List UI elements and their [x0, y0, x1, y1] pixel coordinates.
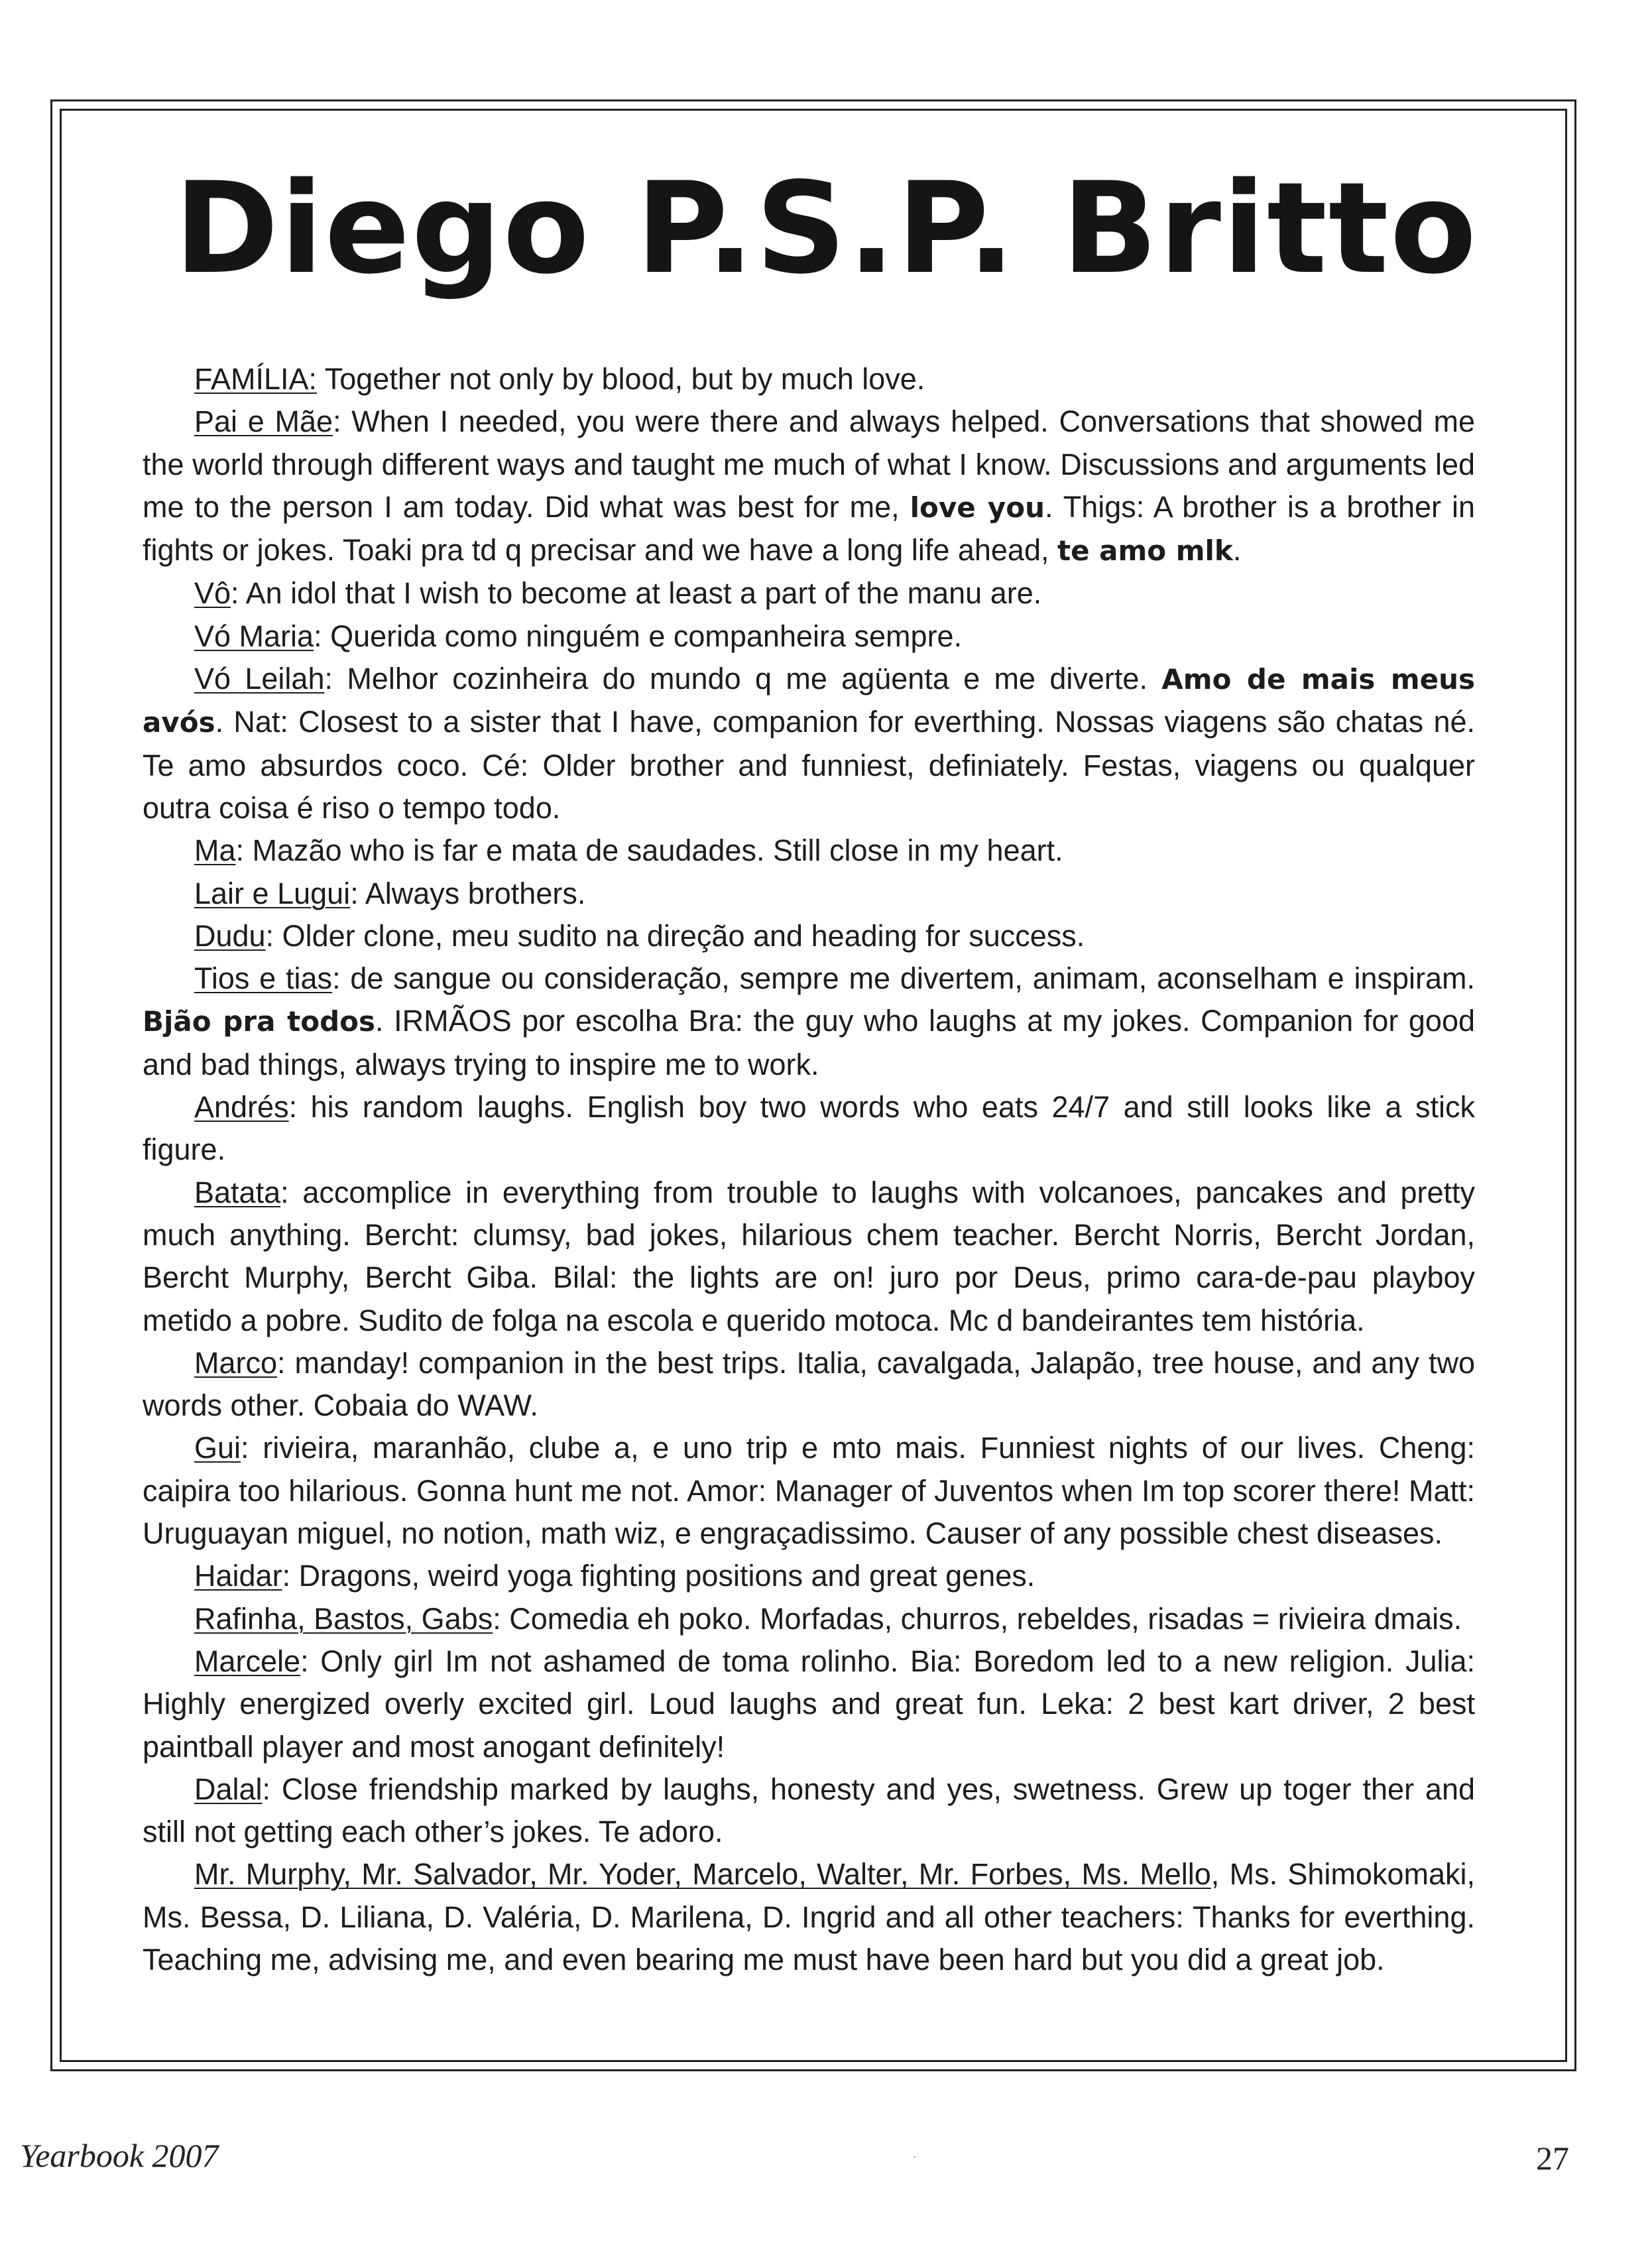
paragraph-text: : An idol that I wish to become at least a part of the manu are.: [231, 576, 1042, 611]
paragraph: [143, 358, 1475, 400]
name-heading: Tios e tias: [194, 961, 333, 996]
bold-phrase: Amo de mais meus avós: [143, 663, 1475, 739]
name-heading: Gui: [194, 1431, 241, 1465]
paragraph: [143, 829, 1475, 872]
name-heading: Rafinha, Bastos, Gabs: [194, 1601, 493, 1636]
paragraph-text: . Nat: Closest to a sister that I have, companion for everthing. Nossas viagens são chatas né. Te amo absurdos coco. Cé: Older brother and funniest, definiately. Festas, viagens ou qualquer outra coisa é riso o tempo todo.: [143, 705, 1475, 825]
paragraph-text: : Close friendship marked by laughs, honesty and yes, swetness. Grew up toger ther and still not getting each other’s jokes. Te adoro.: [143, 1772, 1475, 1849]
name-heading: Andrés: [194, 1090, 289, 1124]
paragraph: [143, 1086, 1475, 1172]
paragraph: [143, 957, 1475, 1086]
name-heading: FAMÍLIA:: [194, 362, 318, 396]
name-heading: Mr. Murphy, Mr. Salvador, Mr. Yoder, Marcelo, Walter, Mr. Forbes, Ms. Mello: [194, 1857, 1211, 1892]
paragraph-text: : Mazão who is far e mata de saudades. Still close in my heart.: [235, 833, 1063, 868]
yearbook-label: Yearbook 2007: [20, 2137, 219, 2174]
scan-speck: [914, 2156, 915, 2158]
paragraph-text: : Melhor cozinheira do mundo q me agüenta e me diverte.: [324, 662, 1162, 696]
name-heading: Vó Maria: [194, 619, 314, 653]
paragraph: [143, 400, 1475, 572]
name-heading: Ma: [194, 833, 236, 868]
paragraph-text: : Querida como ninguém e companheira sempre.: [314, 619, 963, 653]
paragraph-text: : manday! companion in the best trips. Italia, cavalgada, Jalapão, tree house, and any two words other. Cobaia do WAW.: [143, 1345, 1475, 1423]
paragraph-text: Together not only by blood, but by much love.: [317, 362, 925, 396]
paragraph-text: : Older clone, meu sudito na direção and heading for success.: [265, 918, 1085, 953]
name-heading: Marco: [194, 1345, 278, 1380]
bold-phrase: Bjão pra todos: [143, 1005, 375, 1038]
name-heading: Haidar: [194, 1559, 282, 1593]
paragraph-text: : accomplice in everything from trouble to laughs with volcanoes, pancakes and pretty much anything. Bercht: clumsy, bad jokes, hilarious chem teacher. Bercht Norris, Bercht Jordan, Bercht Murphy, Bercht Giba. Bilal: the lights are on! juro por Deus, primo cara-de-pau playboy metido a pobre. Sudito de folga na escola e querido motoca. Mc d bandeirantes tem história.: [143, 1175, 1475, 1337]
name-heading: Batata: [194, 1175, 281, 1209]
paragraph: [143, 1342, 1475, 1427]
name-heading: Dalal: [194, 1772, 263, 1806]
paragraph-text: : Dragons, weird yoga fighting positions and great genes.: [282, 1559, 1035, 1593]
paragraph-text: : When I needed, you were there and always helped. Conversations that showed me the world through different ways and taught me much of what I know. Discussions and arguments led me to the person I am today. Did what was best for me,: [143, 404, 1475, 524]
paragraph: [143, 1172, 1475, 1342]
paragraph: [143, 1768, 1475, 1854]
name-heading: Dudu: [194, 918, 266, 953]
body-text: [143, 358, 1475, 1981]
paragraph-text: : rivieira, maranhão, clube a, e uno trip e mto mais. Funniest nights of our lives. Cheng: caipira too hilarious. Gonna hunt me not. Amor: Manager of Juventos when Im top scorer there! Matt: Uruguayan miguel, no notion, math wiz, e engraçadissimo. Causer of any possible chest diseases.: [143, 1431, 1475, 1551]
paragraph: [143, 1555, 1475, 1597]
name-heading: Pai e Mãe: [194, 404, 333, 439]
paragraph: [143, 572, 1475, 615]
page-number: 27: [1536, 2140, 1569, 2177]
bold-phrase: te amo mlk: [1057, 534, 1233, 568]
paragraph: [143, 873, 1475, 915]
paragraph-text: : Comedia eh poko. Morfadas, churros, rebeldes, risadas = rivieira dmais.: [493, 1601, 1462, 1636]
name-heading: Marcele: [194, 1644, 301, 1678]
paragraph: [143, 1640, 1475, 1768]
paragraph: [143, 1427, 1475, 1555]
name-heading: Lair e Lugui: [194, 876, 351, 910]
paragraph: [143, 658, 1475, 829]
paragraph-text: : Always brothers.: [350, 876, 586, 910]
paragraph: [143, 1853, 1475, 1981]
paragraph-text: : his random laughs. English boy two words who eats 24/7 and still looks like a stick figure.: [143, 1090, 1475, 1167]
paragraph-text: : Only girl Im not ashamed de toma rolinho. Bia: Boredom led to a new religion. Julia: Highly energized overly excited girl. Loud laughs and great fun. Leka: 2 best kart driver, 2 best paintball player and most anogant definitely!: [143, 1644, 1475, 1764]
name-heading: Vô: [194, 576, 231, 611]
paragraph: [143, 1598, 1475, 1640]
bold-phrase: love you: [910, 491, 1045, 524]
paragraph-text: , Ms. Shimokomaki, Ms. Bessa, D. Liliana, D. Valéria, D. Marilena, D. Ingrid and all other teachers: Thanks for everthing. Teaching me, advising me, and even bearing me must have been hard but you did a great job.: [143, 1857, 1475, 1976]
name-heading: Vó Leilah: [194, 662, 325, 696]
paragraph: [143, 615, 1475, 658]
paragraph: [143, 915, 1475, 957]
page-title: Diego P.S.P. Britto: [174, 155, 1478, 302]
paragraph-text: . Thigs: A brother is a brother in fights or jokes. Toaki pra td q precisar and we have a long life ahead,: [143, 489, 1476, 568]
paragraph-text: .: [1232, 533, 1242, 568]
paragraph-text: : de sangue ou consideração, sempre me divertem, animam, aconselham e inspiram.: [332, 961, 1475, 996]
paragraph-text: . IRMÃOS por escolha Bra: the guy who laughs at my jokes. Companion for good and bad things, always trying to inspire me to work.: [143, 1004, 1476, 1081]
